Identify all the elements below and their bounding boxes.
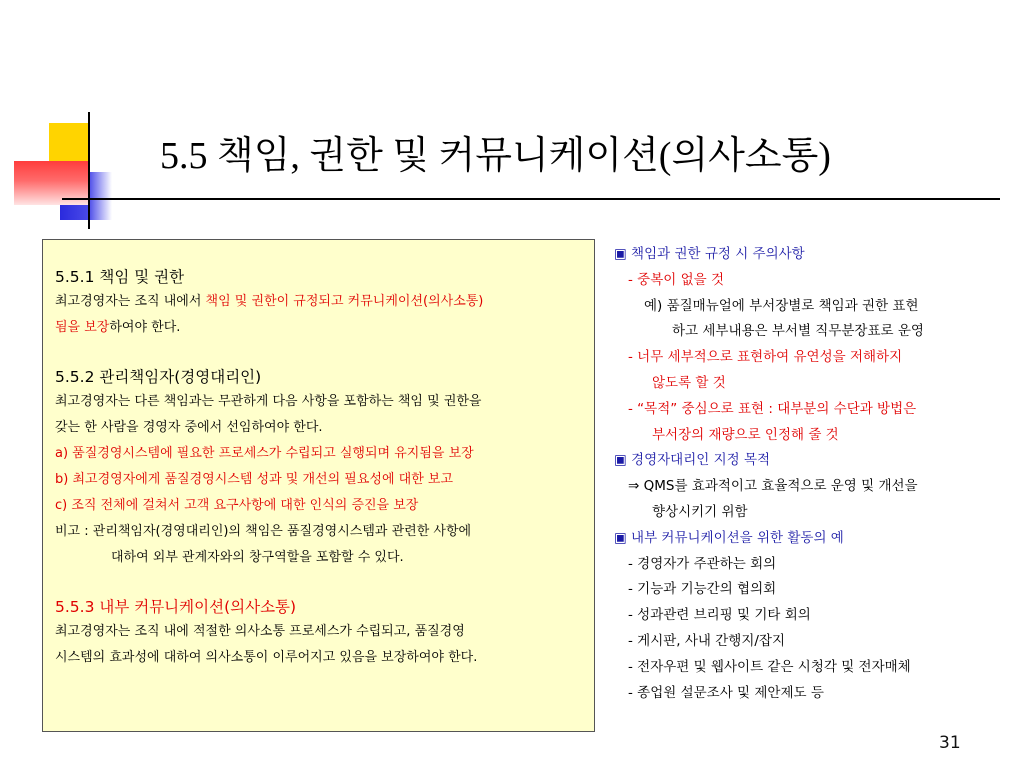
- section-5-5-2-note-1: 비고 : 관리책임자(경영대리인)의 책임은 품질경영시스템과 관련한 사항에: [55, 524, 472, 539]
- section-heading-5-5-1: 5.5.1 책임 및 권한: [55, 268, 185, 286]
- section-heading-5-5-2: 5.5.2 관리책임자(경영대리인): [55, 368, 262, 386]
- notes-item: - “목적” 중심으로 표현 : 대부분의 수단과 방법은: [628, 400, 917, 417]
- notes-heading-management-representative: ▣ 경영자대리인 지정 목적: [614, 452, 771, 469]
- notes-item: ⇒ QMS를 효과적이고 효율적으로 운영 및 개선을: [628, 478, 918, 495]
- notes-item: 예) 품질매뉴얼에 부서장별로 책임과 권한 표현: [644, 297, 919, 314]
- notes-item: - 너무 세부적으로 표현하여 유연성을 저해하지: [628, 349, 903, 366]
- notes-item: 하고 세부내용은 부서별 직무분장표로 운영: [672, 323, 924, 340]
- notes-column: [614, 242, 1014, 706]
- notes-item: 부서장의 재량으로 인정해 줄 것: [652, 426, 839, 443]
- section-5-5-2-note-2: 대하여 외부 관계자와의 창구역할을 포함할 수 있다.: [111, 550, 404, 565]
- section-5-5-1-line-2: 됨을 보장하여야 한다.: [55, 320, 181, 335]
- section-5-5-2-item-b: b) 최고경영자에게 품질경영시스템 성과 및 개선의 필요성에 대한 보고: [55, 472, 454, 487]
- standard-text-box: [42, 239, 595, 732]
- list-item: - 전자우편 및 웹사이트 같은 시청각 및 전자매체: [628, 658, 911, 675]
- section-5-5-1-line-1: 최고경영자는 조직 내에서 책임 및 권한이 규정되고 커뮤니케이션(의사소통): [55, 294, 484, 309]
- page-number: 31: [939, 733, 961, 753]
- section-5-5-2-line-2: 갖는 한 사람을 경영자 중에서 선임하여야 한다.: [55, 420, 323, 435]
- list-item: - 경영자가 주관하는 회의: [628, 555, 777, 572]
- list-item: - 성과관련 브리핑 및 기타 회의: [628, 607, 811, 624]
- notes-item: 향상시키기 위함: [652, 503, 748, 520]
- section-5-5-2-item-a: a) 품질경영시스템에 필요한 프로세스가 수립되고 실행되며 유지됨을 보장: [55, 446, 474, 461]
- section-5-5-2-line-1: 최고경영자는 다른 책임과는 무관하게 다음 사항을 포함하는 책임 및 권한을: [55, 394, 482, 409]
- decor-vertical-line: [88, 112, 90, 229]
- list-item: - 게시판, 사내 간행지/잡지: [628, 632, 785, 649]
- section-5-5-3-line-2: 시스템의 효과성에 대하여 의사소통이 이루어지고 있음을 보장하여야 한다.: [55, 650, 478, 665]
- section-heading-5-5-3: 5.5.3 내부 커뮤니케이션(의사소통): [55, 598, 297, 616]
- notes-item: - 중복이 없을 것: [628, 271, 724, 288]
- list-item: - 기능과 기능간의 협의회: [628, 581, 777, 598]
- title-underline: [62, 198, 1000, 200]
- notes-heading-internal-communication: ▣ 내부 커뮤니케이션을 위한 활동의 예: [614, 529, 844, 546]
- notes-item: 않도록 할 것: [652, 374, 726, 391]
- section-5-5-3-line-1: 최고경영자는 조직 내에 적절한 의사소통 프로세스가 수립되고, 품질경영: [55, 624, 465, 639]
- notes-heading-responsibility: ▣ 책임과 권한 규정 시 주의사항: [614, 246, 805, 262]
- list-item: - 종업원 설문조사 및 제안제도 등: [628, 684, 824, 701]
- section-5-5-2-item-c: c) 조직 전체에 걸쳐서 고객 요구사항에 대한 인식의 증진을 보장: [55, 498, 419, 513]
- slide-title: 5.5 책임, 권한 및 커뮤니케이션(의사소통): [160, 135, 831, 177]
